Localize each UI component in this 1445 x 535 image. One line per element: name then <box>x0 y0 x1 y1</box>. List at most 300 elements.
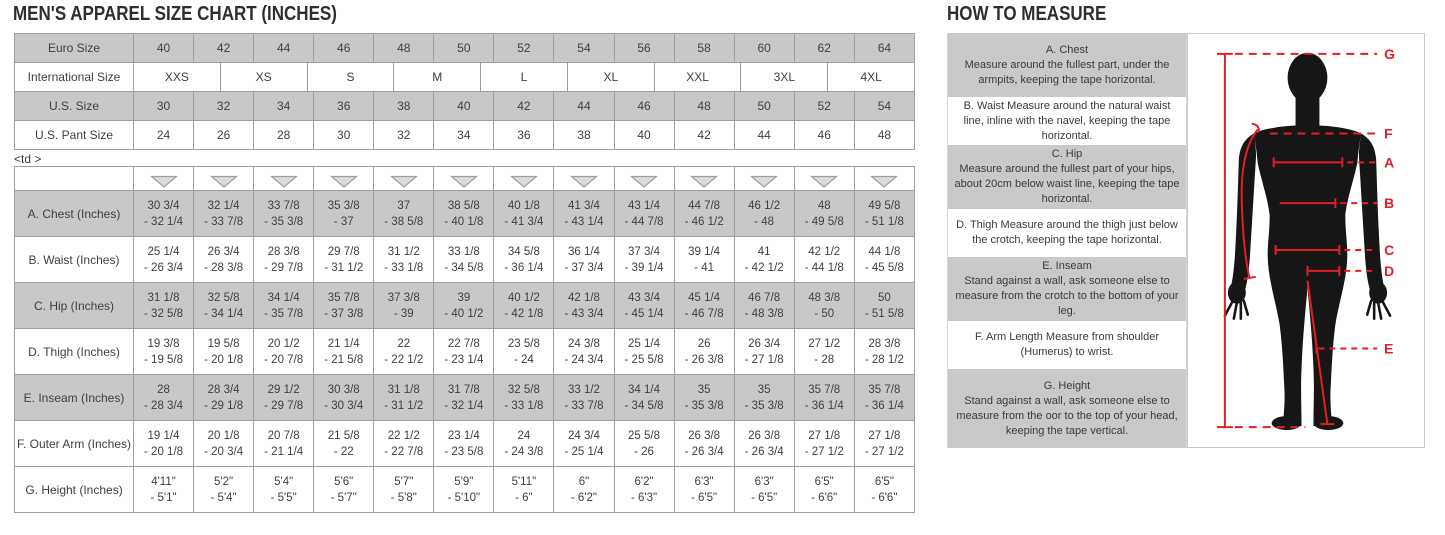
range-bottom-value: - 42 1/2 <box>744 261 784 274</box>
measurement-range-cell <box>734 375 794 421</box>
range-top-value: 19 5/8 <box>207 337 240 350</box>
size-cell: 52 <box>494 34 554 63</box>
range-top-value: 35 <box>697 383 711 396</box>
range-top-value: 46 1/2 <box>748 199 781 212</box>
size-cell: 48 <box>854 121 914 150</box>
range-bottom-value: - 27 1/8 <box>744 353 784 366</box>
measurement-range-cell <box>674 237 734 283</box>
range-bottom-value: - 30 3/4 <box>324 399 364 412</box>
range-top-value: 26 3/4 <box>748 337 781 350</box>
measurement-range-cell <box>494 283 554 329</box>
range-bottom-value: - 5'10" <box>447 491 481 504</box>
size-cell: 38 <box>554 121 614 150</box>
range-top-value: 43 1/4 <box>628 199 661 212</box>
range-bottom-value: - 5'1" <box>150 491 177 504</box>
measurement-range-cell <box>734 283 794 329</box>
range-bottom-value: - 44 1/8 <box>804 261 844 274</box>
diagram-label-c: C <box>1384 241 1395 258</box>
range-top-value: 5'6" <box>334 475 354 488</box>
range-bottom-value: - 45 1/4 <box>624 307 664 320</box>
diagram-label-f: F <box>1384 125 1393 142</box>
range-bottom-value: - 27 1/2 <box>804 445 844 458</box>
range-bottom-value: - 43 1/4 <box>564 215 604 228</box>
body-silhouette <box>1228 53 1387 430</box>
range-bottom-value: - 6'6" <box>811 491 838 504</box>
range-top-value: 26 3/4 <box>207 245 240 258</box>
range-top-value: 33 7/8 <box>267 199 300 212</box>
chevron-down-icon <box>314 167 374 191</box>
range-top-value: 32 5/8 <box>507 383 540 396</box>
merged-size-cell <box>134 63 915 92</box>
measurement-range-cell <box>674 375 734 421</box>
range-bottom-value: - 28 3/8 <box>204 261 244 274</box>
instruction-body: Measure around the fullest part of your hips, about 20cm below waist line, keeping the tape horizontal. <box>954 163 1180 205</box>
size-cell: 62 <box>794 34 854 63</box>
range-top-value: 20 7/8 <box>267 429 300 442</box>
range-top-value: 34 5/8 <box>507 245 540 258</box>
measurement-range-cell <box>434 191 494 237</box>
measurement-range-cell <box>614 421 674 467</box>
measurement-range-cell <box>794 329 854 375</box>
range-bottom-value: - 25 1/4 <box>564 445 604 458</box>
chevron-down-icon <box>194 167 254 191</box>
measurement-range-cell <box>254 467 314 513</box>
range-top-value: 41 <box>757 245 771 258</box>
range-top-value: 6'2" <box>634 475 654 488</box>
measurement-range-cell <box>554 375 614 421</box>
measurement-range-cell <box>734 329 794 375</box>
measurement-range-cell <box>134 467 194 513</box>
size-cell: 26 <box>194 121 254 150</box>
chevron-down-icon <box>794 167 854 191</box>
size-cell: 24 <box>134 121 194 150</box>
chevron-row <box>15 167 915 191</box>
range-bottom-value: - 26 <box>634 445 654 458</box>
range-top-value: 26 3/8 <box>748 429 781 442</box>
measurement-range-cell <box>194 467 254 513</box>
range-bottom-value: - 20 1/8 <box>144 445 184 458</box>
chevron-down-icon <box>134 167 194 191</box>
intl-size-cell: XS <box>220 63 307 91</box>
table-row <box>15 421 915 467</box>
measurement-range-cell <box>314 467 374 513</box>
range-top-value: 5'4" <box>274 475 294 488</box>
range-top-value: 42 1/8 <box>567 291 600 304</box>
measurement-range-cell <box>194 191 254 237</box>
instruction-item <box>948 209 1186 257</box>
size-cell: 54 <box>554 34 614 63</box>
empty-cell <box>15 167 134 191</box>
chevron-down-icon <box>374 167 434 191</box>
instruction-body: B. Waist Measure around the natural waist line, inline with the navel, keeping the tape horizontal. <box>963 99 1171 142</box>
range-top-value: 31 1/2 <box>387 245 420 258</box>
instruction-body: F. Arm Length Measure from shoulder (Humerus) to wrist. <box>974 331 1160 358</box>
range-top-value: 6" <box>578 475 590 488</box>
measurement-range-cell <box>374 191 434 237</box>
table-row <box>15 375 915 421</box>
measurement-range-cell <box>194 421 254 467</box>
range-bottom-value: - 25 5/8 <box>624 353 664 366</box>
range-bottom-value: - 42 1/8 <box>504 307 544 320</box>
table-row <box>15 467 915 513</box>
range-top-value: 37 <box>397 199 411 212</box>
intl-size-cell: M <box>393 63 480 91</box>
range-top-value: 5'7" <box>394 475 414 488</box>
range-top-value: 25 1/4 <box>147 245 180 258</box>
range-bottom-value: - 22 1/2 <box>384 353 424 366</box>
range-bottom-value: - 33 1/8 <box>504 399 544 412</box>
range-top-value: 36 1/4 <box>567 245 600 258</box>
body-diagram-svg <box>1188 34 1424 447</box>
range-bottom-value: - 33 7/8 <box>564 399 604 412</box>
measurement-range-cell <box>254 375 314 421</box>
instruction-heading: C. Hip <box>1051 148 1083 160</box>
measurement-range-cell <box>134 283 194 329</box>
row-label: U.S. Pant Size <box>15 121 134 150</box>
size-cell: 32 <box>374 121 434 150</box>
range-bottom-value: - 29 7/8 <box>264 399 304 412</box>
size-cell: 40 <box>434 92 494 121</box>
measurement-range-cell <box>254 421 314 467</box>
instruction-heading: E. Inseam <box>1042 260 1092 272</box>
instruction-item <box>948 145 1186 209</box>
range-top-value: 35 7/8 <box>808 383 841 396</box>
range-top-value: 32 1/4 <box>207 199 240 212</box>
row-label: International Size <box>15 63 134 92</box>
chevron-down-icon <box>614 167 674 191</box>
range-top-value: 43 3/4 <box>628 291 661 304</box>
range-top-value: 20 1/2 <box>267 337 300 350</box>
measurement-range-cell <box>494 237 554 283</box>
range-bottom-value: - 29 7/8 <box>264 261 304 274</box>
range-top-value: 5'9" <box>454 475 474 488</box>
range-bottom-value: - 36 1/4 <box>864 399 904 412</box>
instruction-item <box>948 33 1186 97</box>
range-bottom-value: - 34 1/4 <box>204 307 244 320</box>
range-top-value: 23 5/8 <box>507 337 540 350</box>
range-bottom-value: - 29 1/8 <box>204 399 244 412</box>
range-bottom-value: - 49 5/8 <box>804 215 844 228</box>
measurement-range-cell <box>854 467 914 513</box>
measurement-range-cell <box>614 283 674 329</box>
range-bottom-value: - 34 5/8 <box>624 399 664 412</box>
size-cell: 54 <box>854 92 914 121</box>
range-top-value: 6'3" <box>754 475 774 488</box>
table-row <box>15 329 915 375</box>
row-label: G. Height (Inches) <box>15 467 134 513</box>
range-top-value: 28 3/8 <box>868 337 901 350</box>
range-bottom-value: - 40 1/8 <box>444 215 484 228</box>
range-bottom-value: - 50 <box>814 307 835 320</box>
range-top-value: 22 7/8 <box>447 337 480 350</box>
range-bottom-value: - 35 7/8 <box>264 307 304 320</box>
range-top-value: 26 <box>697 337 711 350</box>
range-top-value: 6'5" <box>814 475 834 488</box>
range-top-value: 24 <box>517 429 531 442</box>
range-top-value: 22 1/2 <box>387 429 420 442</box>
size-cell: 40 <box>134 34 194 63</box>
diagram-label-e: E <box>1384 340 1394 357</box>
diagram-label-d: D <box>1384 262 1395 279</box>
how-to-measure-title: HOW TO MEASURE <box>947 3 1107 25</box>
measurement-range-cell <box>614 467 674 513</box>
measurement-range-cell <box>374 467 434 513</box>
measurement-range-cell <box>794 237 854 283</box>
measurement-range-cell <box>554 191 614 237</box>
size-cell: 50 <box>734 92 794 121</box>
range-top-value: 34 1/4 <box>628 383 661 396</box>
range-top-value: 39 1/4 <box>688 245 721 258</box>
range-bottom-value: - 28 <box>814 353 835 366</box>
range-top-value: 38 5/8 <box>447 199 480 212</box>
range-bottom-value: - 43 3/4 <box>564 307 604 320</box>
range-bottom-value: - 35 3/8 <box>684 399 724 412</box>
measurement-range-cell <box>674 421 734 467</box>
measurement-range-cell <box>194 283 254 329</box>
measurement-range-cell <box>254 191 314 237</box>
range-bottom-value: - 51 5/8 <box>864 307 904 320</box>
range-top-value: 34 1/4 <box>267 291 300 304</box>
range-top-value: 35 7/8 <box>868 383 901 396</box>
range-top-value: 31 1/8 <box>147 291 180 304</box>
range-top-value: 40 1/2 <box>507 291 540 304</box>
chevron-down-icon <box>434 167 494 191</box>
size-cell: 46 <box>314 34 374 63</box>
measurement-range-cell <box>134 191 194 237</box>
instruction-heading: G. Height <box>1043 379 1091 392</box>
range-top-value: 41 3/4 <box>567 199 600 212</box>
measurement-range-cell <box>794 421 854 467</box>
range-bottom-value: - 20 3/4 <box>204 445 244 458</box>
instruction-heading: A. Chest <box>1045 43 1089 56</box>
size-cell: 44 <box>554 92 614 121</box>
range-bottom-value: - 35 3/8 <box>744 399 784 412</box>
range-top-value: 46 7/8 <box>748 291 781 304</box>
range-top-value: 27 1/8 <box>808 429 841 442</box>
range-top-value: 35 7/8 <box>327 291 360 304</box>
range-top-value: 28 3/8 <box>267 245 300 258</box>
instruction-item <box>948 257 1186 321</box>
size-cell: 30 <box>314 121 374 150</box>
measurement-range-cell <box>314 421 374 467</box>
measurement-range-cell <box>614 375 674 421</box>
range-bottom-value: - 51 1/8 <box>864 215 904 228</box>
table-row <box>15 92 915 121</box>
instruction-item <box>948 321 1186 369</box>
measurement-range-cell <box>854 191 914 237</box>
measurement-range-cell <box>254 237 314 283</box>
size-cell: 34 <box>254 92 314 121</box>
measurement-range-cell <box>134 375 194 421</box>
range-top-value: 29 7/8 <box>327 245 360 258</box>
range-bottom-value: - 6" <box>515 491 533 504</box>
measurement-range-cell <box>854 329 914 375</box>
measurement-range-cell <box>854 237 914 283</box>
instruction-item <box>948 369 1186 448</box>
range-top-value: 48 3/8 <box>808 291 841 304</box>
table-row <box>15 121 915 150</box>
size-cell: 56 <box>614 34 674 63</box>
size-cell: 46 <box>794 121 854 150</box>
measurement-range-cell <box>554 283 614 329</box>
chevron-down-icon <box>854 167 914 191</box>
size-cell: 30 <box>134 92 194 121</box>
measurement-range-cell <box>674 191 734 237</box>
range-top-value: 44 7/8 <box>688 199 721 212</box>
measurement-table <box>14 166 915 513</box>
range-bottom-value: - 26 3/4 <box>744 445 784 458</box>
diagram-label-b: B <box>1384 195 1395 212</box>
measurement-range-cell <box>194 375 254 421</box>
measurement-range-cell <box>734 237 794 283</box>
size-cell: 40 <box>614 121 674 150</box>
measurement-range-cell <box>854 421 914 467</box>
range-top-value: 44 1/8 <box>868 245 901 258</box>
measurement-diagram <box>1187 33 1425 448</box>
intl-size-cell: S <box>307 63 394 91</box>
size-cell: 34 <box>434 121 494 150</box>
range-top-value: 37 3/8 <box>387 291 420 304</box>
range-bottom-value: - 38 5/8 <box>384 215 424 228</box>
range-bottom-value: - 28 3/4 <box>144 399 184 412</box>
range-top-value: 23 1/4 <box>447 429 480 442</box>
row-label: A. Chest (Inches) <box>15 191 134 237</box>
range-top-value: 31 7/8 <box>447 383 480 396</box>
range-bottom-value: - 48 <box>754 215 775 228</box>
range-bottom-value: - 45 5/8 <box>864 261 904 274</box>
range-top-value: 35 <box>757 383 771 396</box>
size-cell: 46 <box>614 92 674 121</box>
measurement-range-cell <box>314 191 374 237</box>
size-cell: 38 <box>374 92 434 121</box>
measurement-range-cell <box>854 283 914 329</box>
range-bottom-value: - 41 <box>694 261 714 274</box>
range-top-value: 21 1/4 <box>327 337 360 350</box>
size-cell: 58 <box>674 34 734 63</box>
intl-size-cell: XXS <box>164 70 189 84</box>
range-bottom-value: - 35 3/8 <box>264 215 304 228</box>
chevron-down-icon <box>734 167 794 191</box>
range-top-value: 24 3/8 <box>567 337 600 350</box>
range-bottom-value: - 5'4" <box>210 491 237 504</box>
range-top-value: 21 5/8 <box>327 429 360 442</box>
measurement-range-cell <box>434 237 494 283</box>
range-bottom-value: - 37 <box>333 215 354 228</box>
range-bottom-value: - 5'7" <box>330 491 357 504</box>
range-bottom-value: - 22 <box>333 445 354 458</box>
intl-size-cell: 4XL <box>827 63 914 91</box>
range-top-value: 49 5/8 <box>868 199 901 212</box>
size-cell: 50 <box>434 34 494 63</box>
measurement-range-cell <box>374 283 434 329</box>
size-cell: 48 <box>674 92 734 121</box>
range-bottom-value: - 27 1/2 <box>864 445 904 458</box>
size-cell: 52 <box>794 92 854 121</box>
measurement-range-cell <box>494 375 554 421</box>
measurement-range-cell <box>494 421 554 467</box>
stray-markup-text: <td > <box>14 152 42 166</box>
range-top-value: 22 <box>397 337 411 350</box>
measurement-range-cell <box>614 191 674 237</box>
measurement-range-cell <box>614 237 674 283</box>
size-cell: 28 <box>254 121 314 150</box>
range-top-value: 33 1/2 <box>567 383 600 396</box>
intl-size-row <box>134 63 914 91</box>
range-bottom-value: - 6'6" <box>871 491 898 504</box>
range-bottom-value: - 39 <box>393 307 414 320</box>
instruction-item <box>948 97 1186 145</box>
intl-size-cell: 3XL <box>740 63 827 91</box>
measurement-range-cell <box>794 191 854 237</box>
range-top-value: 20 1/8 <box>207 429 240 442</box>
measurement-range-cell <box>734 467 794 513</box>
row-label: Euro Size <box>15 34 134 63</box>
instruction-body: Stand against a wall, ask someone else to measure from the oor to the top of your head, keeping the tape vertical. <box>956 394 1178 437</box>
range-bottom-value: - 23 5/8 <box>444 445 484 458</box>
measurement-range-cell <box>554 329 614 375</box>
range-bottom-value: - 24 3/4 <box>564 353 604 366</box>
size-cell: 60 <box>734 34 794 63</box>
range-bottom-value: - 6'5" <box>691 491 718 504</box>
range-top-value: 27 1/2 <box>808 337 841 350</box>
size-cell: 42 <box>674 121 734 150</box>
measurement-range-cell <box>494 329 554 375</box>
page-title: MEN'S APPAREL SIZE CHART (INCHES) <box>13 3 337 25</box>
range-bottom-value: - 31 1/2 <box>384 399 424 412</box>
measurement-range-cell <box>314 283 374 329</box>
size-cell: 64 <box>854 34 914 63</box>
range-bottom-value: - 32 1/4 <box>144 215 184 228</box>
range-top-value: 25 1/4 <box>628 337 661 350</box>
measurement-range-cell <box>554 237 614 283</box>
size-cell: 42 <box>194 34 254 63</box>
range-top-value: 30 3/4 <box>147 199 180 212</box>
range-bottom-value: - 22 7/8 <box>384 445 424 458</box>
range-bottom-value: - 5'5" <box>270 491 297 504</box>
range-bottom-value: - 39 1/4 <box>624 261 664 274</box>
range-bottom-value: - 6'3" <box>630 491 658 504</box>
range-bottom-value: - 20 1/8 <box>204 353 244 366</box>
range-top-value: 19 3/8 <box>147 337 180 350</box>
measurement-range-cell <box>794 375 854 421</box>
diagram-label-a: A <box>1384 154 1395 171</box>
diagram-label-g: G <box>1384 45 1395 62</box>
range-bottom-value: - 37 3/8 <box>324 307 364 320</box>
measurement-range-cell <box>734 191 794 237</box>
range-top-value: 5'2" <box>214 475 234 488</box>
instruction-list <box>947 33 1187 448</box>
measurement-range-cell <box>494 191 554 237</box>
measurement-range-cell <box>854 375 914 421</box>
range-bottom-value: - 19 5/8 <box>144 353 184 366</box>
size-cell: 48 <box>374 34 434 63</box>
measurement-range-cell <box>434 329 494 375</box>
size-cell: 32 <box>194 92 254 121</box>
range-bottom-value: - 44 7/8 <box>624 215 664 228</box>
size-cell: 42 <box>494 92 554 121</box>
range-bottom-value: - 36 1/4 <box>804 399 844 412</box>
chevron-down-icon <box>254 167 314 191</box>
range-bottom-value: - 41 3/4 <box>504 215 544 228</box>
row-label: C. Hip (Inches) <box>15 283 134 329</box>
size-cell: 36 <box>314 92 374 121</box>
range-bottom-value: - 32 5/8 <box>144 307 184 320</box>
range-top-value: 26 3/8 <box>688 429 721 442</box>
range-bottom-value: - 46 7/8 <box>684 307 724 320</box>
range-bottom-value: - 26 3/4 <box>144 261 184 274</box>
range-bottom-value: - 24 3/8 <box>504 445 544 458</box>
row-label: D. Thigh (Inches) <box>15 329 134 375</box>
